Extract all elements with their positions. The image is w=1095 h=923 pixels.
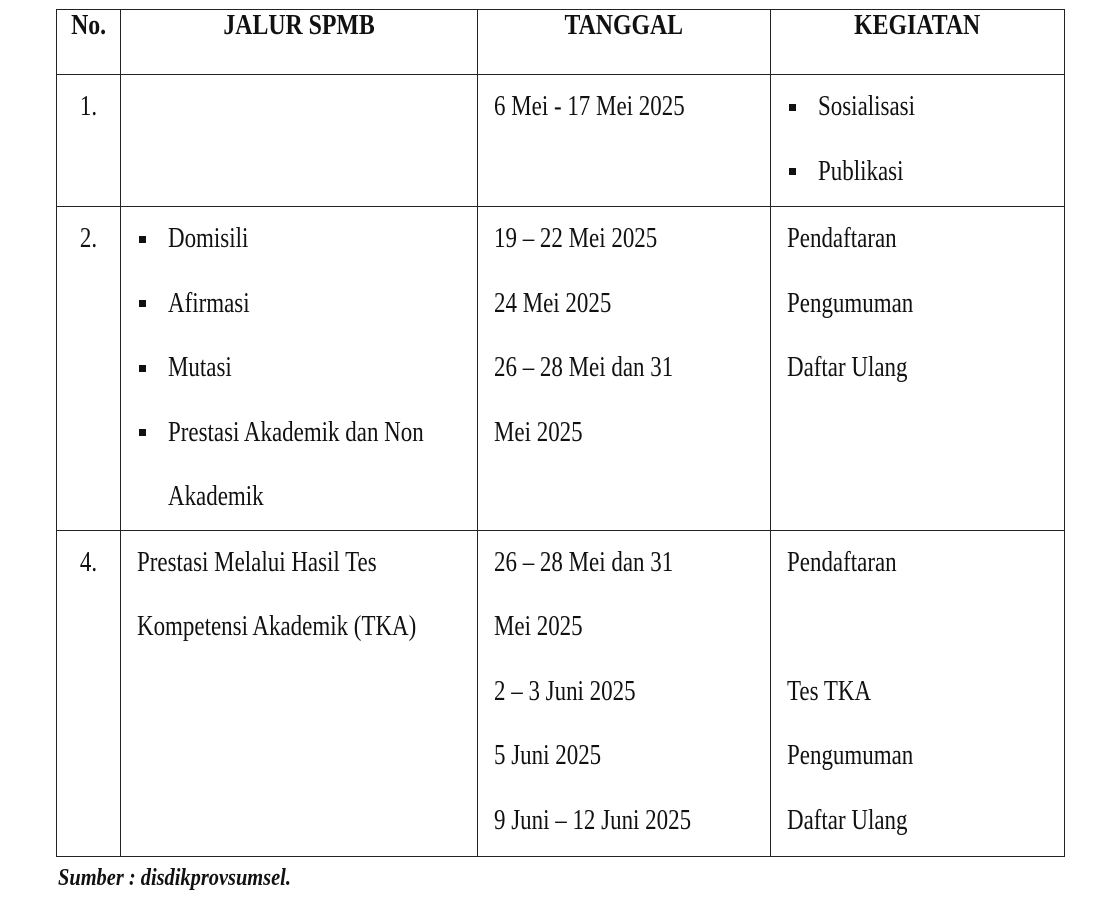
blank-line: [787, 595, 1064, 660]
tanggal-cell: [478, 207, 770, 531]
header-tanggal: TANGGAL: [478, 10, 770, 75]
spmb-schedule-table: [56, 9, 1065, 857]
tanggal-cell: [478, 530, 770, 856]
kegiatan-line: Pengumuman: [786, 740, 913, 771]
header-no: No.: [57, 10, 121, 75]
table-row: [57, 207, 1065, 531]
header-kegiatan: KEGIATAN: [770, 10, 1064, 75]
bullet-icon: [139, 429, 146, 436]
list-item: Sosialisasi: [787, 75, 1064, 140]
row-number: 2.: [57, 207, 121, 531]
list-item-continuation: Akademik: [168, 481, 264, 512]
list-item: Domisili: [137, 207, 477, 272]
jalur-line: Kompetensi Akademik (TKA): [137, 611, 417, 642]
tanggal-line: 2 – 3 Juni 2025: [494, 675, 637, 707]
jalur-cell: [121, 207, 478, 531]
table-header-row: [57, 10, 1065, 75]
jalur-cell: [121, 530, 478, 856]
tanggal-line: 24 Mei 2025: [494, 287, 612, 319]
tanggal-line: 6 Mei - 17 Mei 2025: [494, 91, 686, 122]
list-item: Afirmasi: [137, 272, 477, 337]
kegiatan-cell: [770, 530, 1064, 856]
tanggal-cell: [478, 75, 770, 207]
row-number: 4.: [57, 530, 121, 856]
bullet-icon: [789, 104, 796, 111]
tanggal-line: 26 – 28 Mei dan 31: [494, 546, 674, 578]
kegiatan-cell: [770, 207, 1064, 531]
tanggal-line: 9 Juni – 12 Juni 2025: [494, 804, 692, 836]
source-caption: Sumber : disdikprovsumsel.: [58, 865, 291, 891]
header-jalur: JALUR SPMB: [121, 10, 478, 75]
kegiatan-line: Daftar Ulang: [786, 352, 908, 383]
row-number: 1.: [57, 75, 121, 207]
kegiatan-line: Pengumuman: [786, 287, 913, 319]
jalur-cell: [121, 75, 478, 207]
kegiatan-line: Tes TKA: [786, 675, 871, 707]
tanggal-line: Mei 2025: [494, 611, 584, 642]
bullet-icon: [789, 168, 796, 175]
kegiatan-cell: [770, 75, 1064, 207]
jalur-line: Prestasi Melalui Hasil Tes: [137, 546, 377, 578]
list-item: Mutasi: [137, 336, 477, 401]
tanggal-line: 19 – 22 Mei 2025: [494, 223, 658, 254]
kegiatan-line: Pendaftaran: [786, 546, 897, 578]
bullet-icon: [139, 236, 146, 243]
list-item: Prestasi Akademik dan Non: [137, 401, 477, 466]
tanggal-line: 26 – 28 Mei dan 31: [494, 352, 674, 383]
table-row: [57, 75, 1065, 207]
bullet-icon: [139, 365, 146, 372]
list-item: Publikasi: [787, 140, 1064, 205]
tanggal-line: 5 Juni 2025: [494, 740, 602, 771]
bullet-icon: [139, 300, 146, 307]
tanggal-line: Mei 2025: [494, 416, 584, 448]
table-row: [57, 530, 1065, 856]
kegiatan-line: Daftar Ulang: [786, 804, 908, 836]
kegiatan-line: Pendaftaran: [786, 223, 897, 254]
